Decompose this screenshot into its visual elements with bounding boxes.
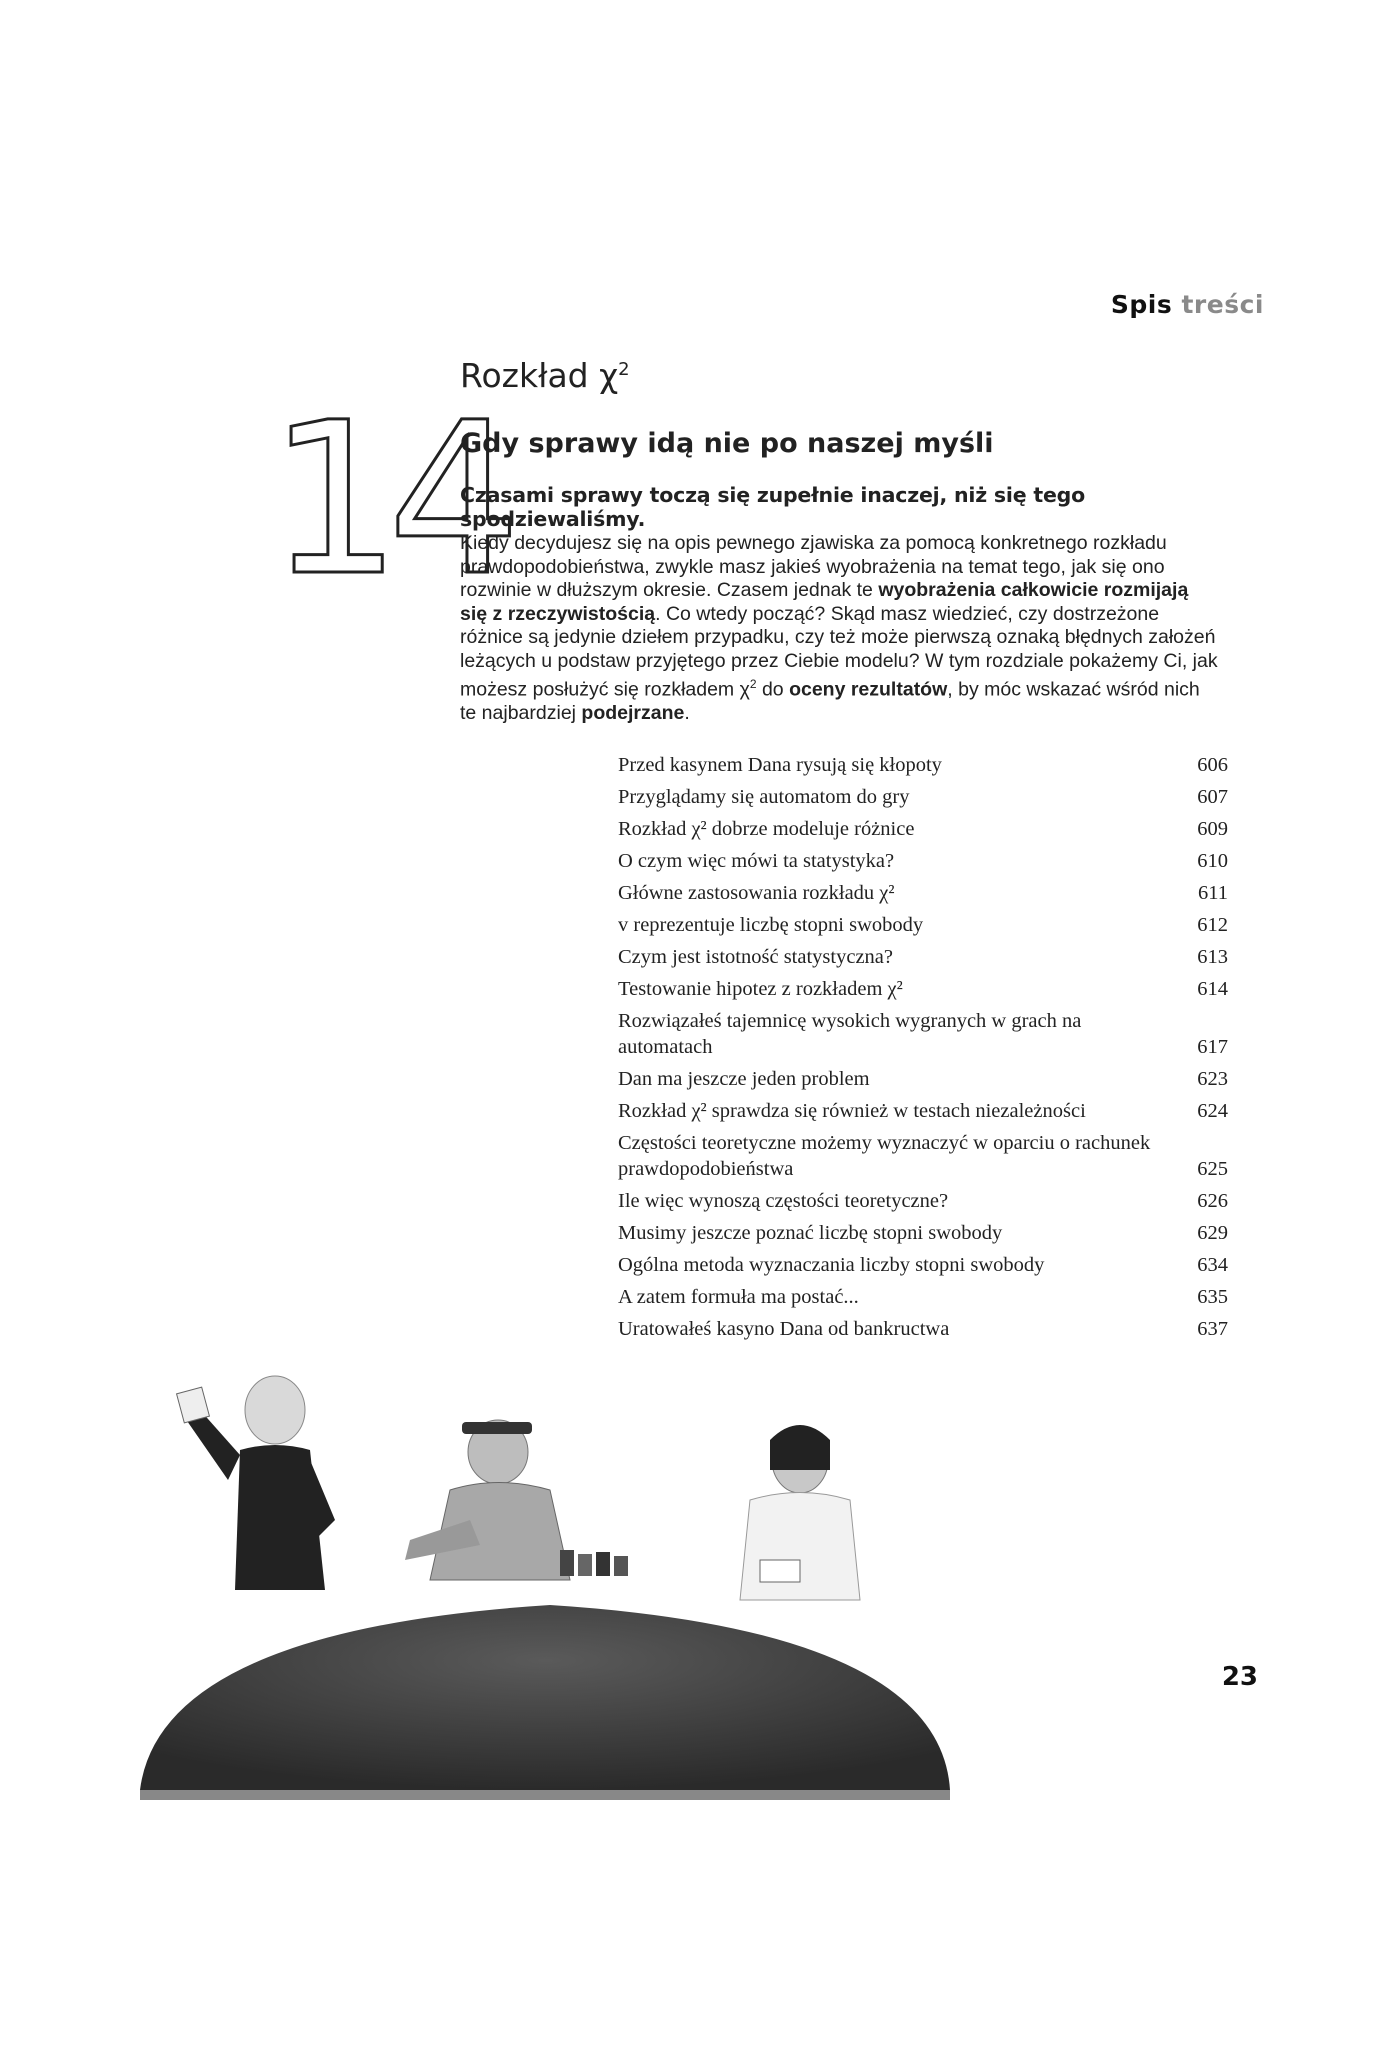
- toc-entry-title: Testowanie hipotez z rozkładem χ²: [618, 978, 903, 1000]
- toc-entry-page: 623: [1197, 1068, 1228, 1090]
- toc-entry-title: Ogólna metoda wyznaczania liczby stopni swobody: [618, 1254, 1045, 1276]
- toc-entry-title: Rozkład χ² dobrze modeluje różnice: [618, 818, 915, 840]
- intro-text-3: do: [756, 678, 790, 701]
- intro-text-4: , by móc wskazać wśród nich te najbardziej: [460, 678, 1200, 724]
- toc-entry-page: 629: [1197, 1222, 1228, 1244]
- intro-lead: Czasami sprawy toczą się zupełnie inaczej, niż się tego spodziewaliśmy.: [460, 483, 1086, 531]
- toc-entry-page: 617: [1197, 1036, 1228, 1058]
- toc-entry-page: 625: [1197, 1158, 1228, 1180]
- toc-entry-title: A zatem formuła ma postać...: [618, 1286, 859, 1308]
- toc-entry-page: 610: [1197, 850, 1228, 872]
- dealer-woman-left: [177, 1376, 335, 1590]
- chapter-title-superscript: 2: [618, 359, 630, 380]
- poker-chips: [560, 1550, 628, 1576]
- toc-entry[interactable]: [618, 1188, 1228, 1214]
- intro-text-1: Kiedy decydujesz się na opis pewnego zjawiska za pomocą konkretnego rozkładu prawdopodobieństwa, zwykle masz jakieś wyobrażenia na temat tego, jak się ono rozwinie w dłuższym okresie. Czasem jednak te: [460, 532, 1167, 601]
- toc-entry-page: 637: [1197, 1318, 1228, 1340]
- toc-entry[interactable]: [618, 1008, 1228, 1060]
- toc-entry-page: 626: [1197, 1190, 1228, 1212]
- toc-entry[interactable]: [618, 1066, 1228, 1092]
- toc-entry-page: 611: [1198, 882, 1228, 904]
- toc-entry-title: Częstości teoretyczne możemy wyznaczyć w oparciu o rachunek prawdopodobieństwa: [618, 1132, 1151, 1180]
- chapter-intro: [460, 484, 1220, 726]
- toc-entry-page: 613: [1197, 946, 1228, 968]
- toc-entry-title: Przed kasynem Dana rysują się kłopoty: [618, 754, 942, 776]
- toc-entry-page: 624: [1197, 1100, 1228, 1122]
- casino-table-illustration: [140, 1370, 960, 2050]
- running-head-spis: Spis: [1110, 290, 1173, 319]
- toc-entry-page: 634: [1197, 1254, 1228, 1276]
- chapter-title-text: Rozkład χ: [460, 356, 619, 395]
- toc-entry[interactable]: [618, 976, 1228, 1002]
- page-number: 23: [1221, 1662, 1258, 1692]
- intro-text-2: . Co wtedy począć? Skąd masz wiedzieć, czy dostrzeżone różnice są jedynie dziełem przypadku, czy też może pierwszą oznaką błędnych założeń leżących u podstaw przyjętego przez Ciebie modelu? W tym rozdziale pokażemy Ci, jak możesz posłużyć się rozkładem χ: [460, 602, 1218, 701]
- chapter-title: [460, 356, 630, 395]
- intro-bold-1: wyobrażenia całkowicie rozmijają się z rzeczywistością: [460, 579, 1189, 625]
- toc-entry[interactable]: [618, 848, 1228, 874]
- running-head-tresci: treści: [1181, 290, 1264, 319]
- intro-bold-2: oceny rezultatów: [789, 678, 948, 701]
- toc-entry[interactable]: [618, 816, 1228, 842]
- intro-bold-3: podejrzane: [581, 702, 685, 724]
- toc-entry[interactable]: [618, 784, 1228, 810]
- toc-entry[interactable]: [618, 1130, 1228, 1182]
- toc-entry-title: Rozkład χ² sprawdza się również w testach niezależności: [618, 1100, 1086, 1122]
- toc-entry[interactable]: [618, 912, 1228, 938]
- toc-entry[interactable]: [618, 1220, 1228, 1246]
- chapter-subtitle: Gdy sprawy idą nie po naszej myśli: [460, 428, 994, 459]
- toc-entry-title: Uratowałeś kasyno Dana od bankructwa: [618, 1318, 950, 1340]
- toc-entry-page: 612: [1197, 914, 1228, 936]
- toc-entry-title: v reprezentuje liczbę stopni swobody: [618, 914, 924, 936]
- toc-entry-page: 614: [1197, 978, 1228, 1000]
- player-man-center: [405, 1420, 570, 1580]
- toc-entry[interactable]: [618, 880, 1228, 906]
- toc-entry-title: O czym więc mówi ta statystyka?: [618, 850, 895, 872]
- toc-entry-page: 635: [1197, 1286, 1228, 1308]
- toc-entry[interactable]: [618, 1252, 1228, 1278]
- toc-entry-page: 607: [1197, 786, 1228, 808]
- toc-entry-title: Główne zastosowania rozkładu χ²: [618, 882, 895, 904]
- intro-superscript: 2: [749, 677, 757, 691]
- running-head: [1111, 290, 1264, 319]
- toc-entry-title: Czym jest istotność statystyczna?: [618, 946, 893, 968]
- casino-table: [140, 1605, 950, 1790]
- chapter-number: 14: [268, 377, 508, 622]
- intro-text-5: .: [684, 702, 690, 724]
- toc-entry-page: 606: [1197, 754, 1228, 776]
- toc-entry-title: Dan ma jeszcze jeden problem: [618, 1068, 870, 1090]
- toc-entry[interactable]: [618, 1098, 1228, 1124]
- toc-entry-page: 609: [1197, 818, 1228, 840]
- toc-entry-title: Ile więc wynoszą częstości teoretyczne?: [618, 1190, 949, 1212]
- toc-entry-title: Musimy jeszcze poznać liczbę stopni swobody: [618, 1222, 1003, 1244]
- toc-entry[interactable]: [618, 1284, 1228, 1310]
- toc-entry[interactable]: [618, 944, 1228, 970]
- table-of-contents: [618, 752, 1228, 1348]
- dealer-woman-right: [740, 1425, 860, 1600]
- toc-entry-title: Przyglądamy się automatom do gry: [618, 786, 910, 808]
- toc-entry-title: Rozwiązałeś tajemnicę wysokich wygranych w grach na automatach: [618, 1010, 1082, 1058]
- toc-entry[interactable]: [618, 752, 1228, 778]
- toc-entry[interactable]: [618, 1316, 1228, 1342]
